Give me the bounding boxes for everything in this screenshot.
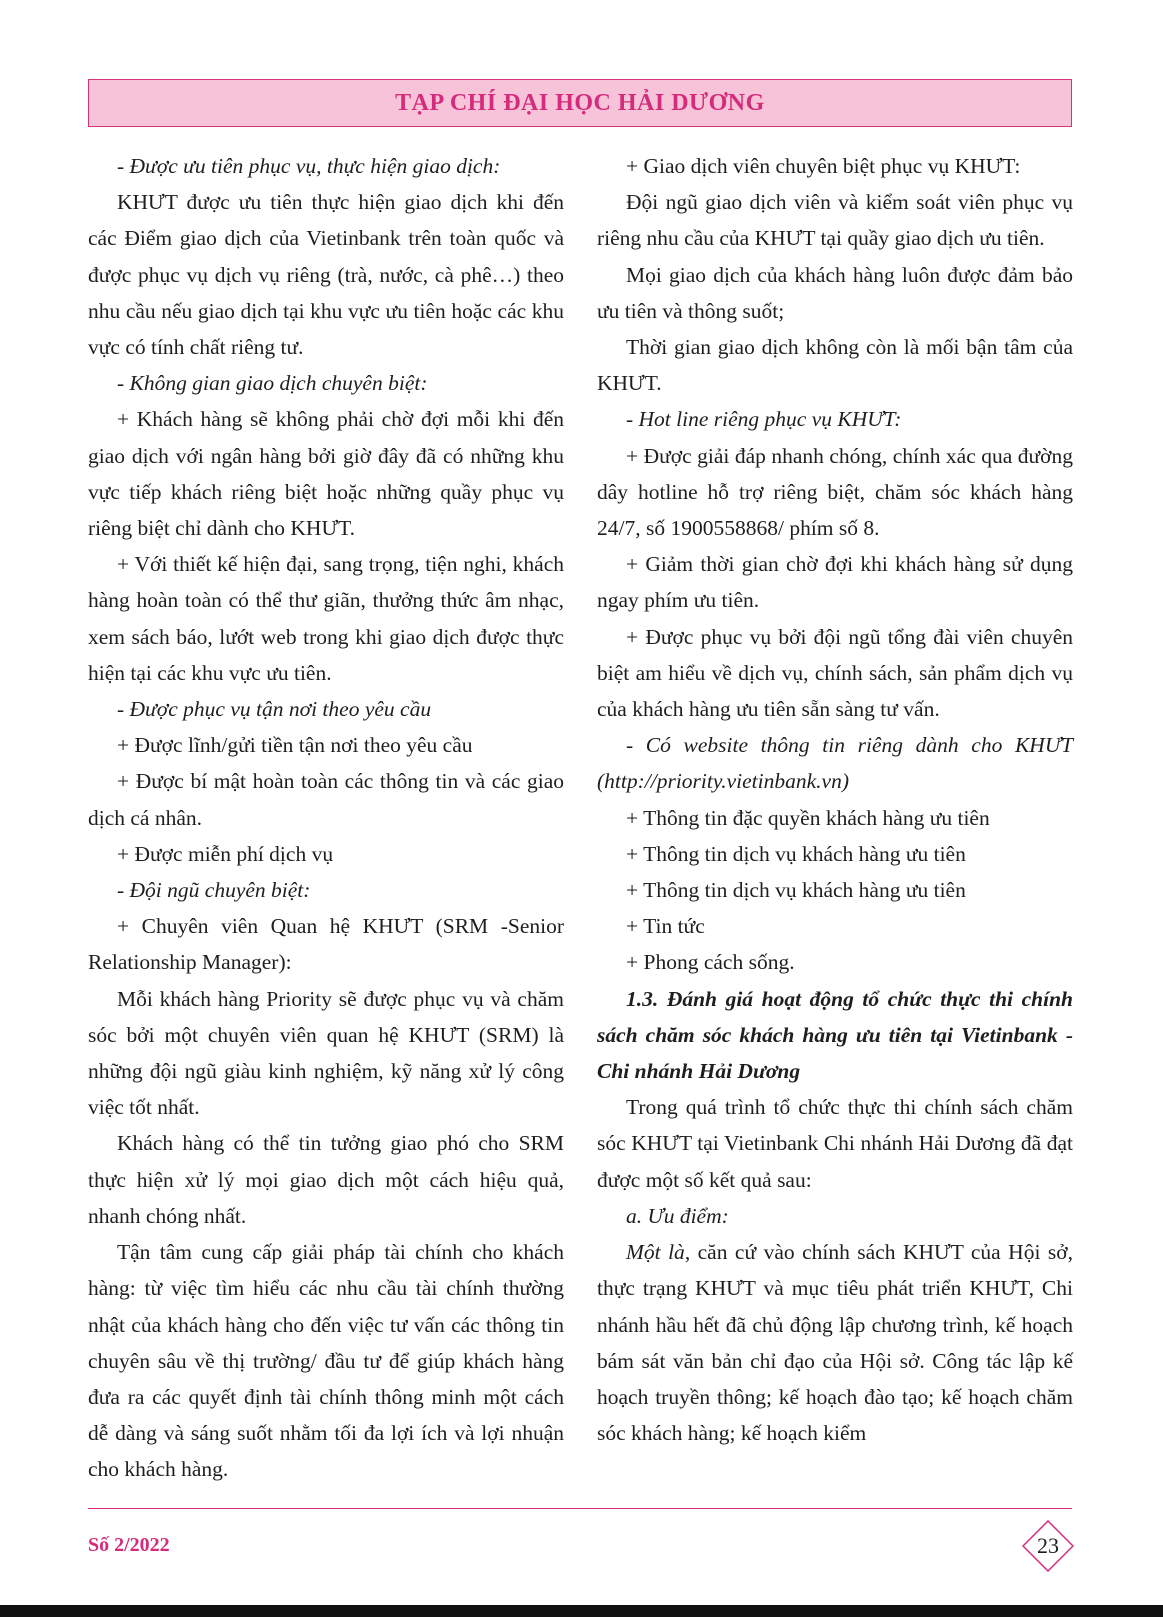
page-number: 23 [1037, 1533, 1059, 1558]
paragraph: - Được phục vụ tận nơi theo yêu cầu [117, 697, 432, 722]
paragraph: + Chuyên viên Quan hệ KHƯT (SRM -Senior Relationship Manager): [88, 914, 564, 975]
paragraph: + Tin tức [626, 914, 705, 939]
paragraph: + Với thiết kế hiện đại, sang trọng, tiện nghi, khách hàng hoàn toàn có thể thư giãn, thưởng thức âm nhạc, xem sách báo, lướt web trong khi giao dịch được thực hiện tại các khu vực ưu tiên. [88, 552, 564, 685]
paragraph: + Được bí mật hoàn toàn các thông tin và các giao dịch cá nhân. [88, 769, 564, 830]
paragraph: Đội ngũ giao dịch viên và kiểm soát viên phục vụ riêng nhu cầu của KHƯT tại quầy giao dịch ưu tiên. [597, 190, 1073, 251]
paragraph: - Có website thông tin riêng dành cho KHƯT (http://priority.vietinbank.vn) [597, 733, 1073, 794]
paragraph: + Thông tin dịch vụ khách hàng ưu tiên [626, 878, 966, 903]
paragraph: Mọi giao dịch của khách hàng luôn được đảm bảo ưu tiên và thông suốt; [597, 262, 1073, 323]
bottom-edge-bar [0, 1605, 1163, 1617]
paragraph: + Khách hàng sẽ không phải chờ đợi mỗi khi đến giao dịch với ngân hàng bởi giờ đây đã có những khu vực tiếp khách riêng biệt hoặc những quầy phục vụ riêng biệt chỉ dành cho KHƯT. [88, 407, 564, 541]
paragraph: - Không gian giao dịch chuyên biệt: [117, 371, 428, 396]
paragraph: + Được giải đáp nhanh chóng, chính xác qua đường dây hotline hỗ trợ riêng biệt, chăm sóc khách hàng 24/7, số 1900558868/ phím số 8. [597, 443, 1073, 541]
paragraph: + Được lĩnh/gửi tiền tận nơi theo yêu cầu [117, 733, 473, 758]
paragraph-lead: Một là [626, 1240, 685, 1265]
paragraph: - Đội ngũ chuyên biệt: [117, 878, 311, 903]
paragraph: Khách hàng có thể tin tưởng giao phó cho SRM thực hiện xử lý mọi giao dịch một cách hiệu quả, nhanh chóng nhất. [88, 1131, 564, 1228]
paragraph: Tận tâm cung cấp giải pháp tài chính cho khách hàng: từ việc tìm hiểu các nhu cầu tài chính thường nhật của khách hàng cho đến việc tư vấn các thông tin chuyên sâu về thị trường/ đầu tư để giúp khách hàng đưa ra các quyết định tài chính thông minh một cách dễ dàng và sáng suốt nhằm tối đa lợi ích và lợi nhuận cho khách hàng. [88, 1240, 564, 1482]
left-column [88, 148, 564, 1488]
issue-label: Số 2/2022 [88, 1534, 170, 1556]
paragraph: + Giao dịch viên chuyên biệt phục vụ KHƯT: [626, 154, 1021, 178]
paragraph: + Giảm thời gian chờ đợi khi khách hàng sử dụng ngay phím ưu tiên. [597, 552, 1073, 613]
paragraph: + Được phục vụ bởi đội ngũ tổng đài viên chuyên biệt am hiểu về dịch vụ, chính sách, sản phẩm dịch vụ của khách hàng ưu tiên sẵn sàng tư vấn. [597, 624, 1073, 722]
paragraph: - Hot line riêng phục vụ KHƯT: [626, 407, 902, 432]
paragraph-body: , căn cứ vào chính sách KHƯT của Hội sở, thực trạng KHƯT và mục tiêu phát triển KHƯT, Chi nhánh hầu hết đã chủ động lập chương trình, kế hoạch bám sát văn bản chỉ đạo của Hội sở. Công tác lập kế hoạch truyền thông; kế hoạch đào tạo; kế hoạch chăm sóc khách hàng; kế hoạch kiểm [597, 1240, 1073, 1446]
paragraph: + Được miễn phí dịch vụ [117, 841, 334, 866]
subheading: a. Ưu điểm: [626, 1203, 729, 1228]
footer-divider [88, 1508, 1072, 1509]
right-column [597, 148, 1073, 1451]
journal-header-banner [88, 79, 1072, 127]
journal-title: TẠP CHÍ ĐẠI HỌC HẢI DƯƠNG [395, 89, 765, 116]
page-number-badge [1022, 1520, 1074, 1572]
paragraph: + Thông tin đặc quyền khách hàng ưu tiên [626, 805, 990, 830]
paragraph: Thời gian giao dịch không còn là mối bận tâm của KHƯT. [597, 335, 1073, 396]
paragraph: - Được ưu tiên phục vụ, thực hiện giao dịch: [117, 154, 501, 178]
section-heading: 1.3. Đánh giá hoạt động tổ chức thực thi chính sách chăm sóc khách hàng ưu tiên tại Vietinbank - Chi nhánh Hải Dương [597, 986, 1073, 1084]
paragraph: + Phong cách sống. [626, 950, 795, 975]
paragraph: + Thông tin dịch vụ khách hàng ưu tiên [626, 841, 966, 866]
paragraph: KHƯT được ưu tiên thực hiện giao dịch khi đến các Điểm giao dịch của Vietinbank trên toàn quốc và được phục vụ dịch vụ riêng (trà, nước, cà phê…) theo nhu cầu nếu giao dịch tại khu vực ưu tiên hoặc các khu vực có tính chất riêng tư. [88, 190, 564, 360]
paragraph [597, 1234, 1073, 1451]
paragraph: Trong quá trình tổ chức thực thi chính sách chăm sóc KHƯT tại Vietinbank Chi nhánh Hải Dương đã đạt được một số kết quả sau: [597, 1095, 1073, 1192]
paragraph: Mỗi khách hàng Priority sẽ được phục vụ và chăm sóc bởi một chuyên viên quan hệ KHƯT (SRM) là những đội ngũ giàu kinh nghiệm, kỹ năng xử lý công việc tốt nhất. [88, 986, 564, 1120]
